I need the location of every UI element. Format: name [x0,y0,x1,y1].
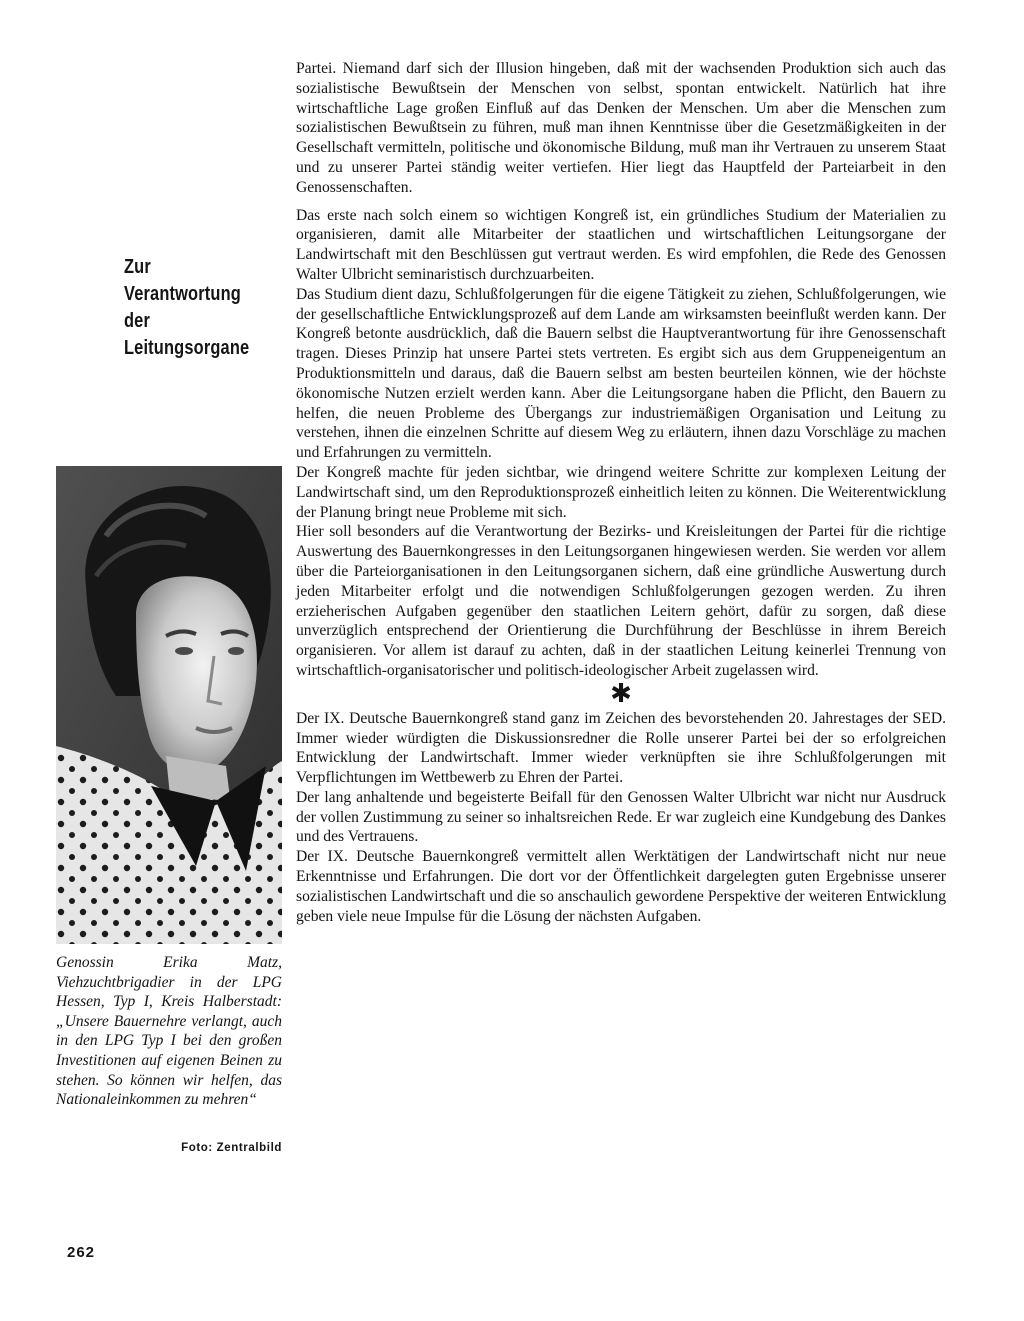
paragraph: Der lang anhaltende und begeisterte Beifall für den Genossen Walter Ulbricht war nicht nur Ausdruck der vollen Zustimmung zu seiner so inhaltsreichen Rede. Er war zugleich eine Kundgebung des Dankes und des Vertrauens. [296,788,946,846]
paragraph: Der IX. Deutsche Bauernkongreß vermittelt allen Werktätigen der Landwirtschaft nicht nur neue Erkenntnisse und Erfahrungen. Die dort vor der Öffentlichkeit dargelegten guten Ergebnisse unserer sozialistischen Landwirtschaft und die so anschaulich gewordene Perspektive der weiteren Entwicklung geben viele neue Impulse für die Lösung der nächsten Aufgaben. [296,848,946,925]
side-heading-line: Zur [124,256,151,278]
paragraph: Der Kongreß machte für jeden sichtbar, wie dringend weitere Schritte zur komplexen Leitung der Landwirtschaft sind, um den Reproduktionsprozeß einheitlich leiten zu können. Die Weiterentwicklung der Planung bringt neue Probleme mit sich. [296,463,946,521]
photo-caption: Genossin Erika Matz, Viehzuchtbrigadier in der LPG Hessen, Typ I, Kreis Halberstadt: „Unsere Bauernehre verlangt, auch in den LPG Typ I bei den großen Investitionen auf eigenen Beinen zu stehen. So können wir helfen, das Nationaleinkommen zu mehren“ [56,954,282,1109]
paragraph: Das erste nach solch einem so wichtigen Kongreß ist, ein gründliches Studium der Materialien zu organisieren, damit alle Mitarbeiter der staatlichen und wirtschaftlichen Leitungsorgane der Landwirtschaft mit den Beschlüssen gut vertraut werden. Es wird empfohlen, die Rede des Genossen Walter Ulbricht seminaristisch durchzuarbeiten. [296,206,946,283]
section-separator-star: ✱ [610,678,632,708]
side-heading-line: Verantwortung [124,283,241,305]
main-text-column [296,59,946,926]
paragraph: Der IX. Deutsche Bauernkongreß stand ganz im Zeichen des bevorstehenden 20. Jahrestages der SED. Immer wieder würdigten die Diskussionsredner die Rolle unserer Partei bei der so erfolgreichen Entwicklung der Landwirtschaft. Immer wieder verknüpften sie ihre Schlußfolgerungen mit Verpflichtungen im Wettbewerb zu Ehren der Partei. [296,709,946,787]
paragraph: Das Studium dient dazu, Schlußfolgerungen für die eigene Tätigkeit zu ziehen, Schlußfolgerungen, wie der gesellschaftliche Entwicklungsprozeß auf dem Lande am wirksamsten beeinflußt werden kann. Der Kongreß betonte ausdrücklich, daß die Bauern selbst die Hauptverantwortung für ihre Genossenschaft tragen. Dieses Prinzip hat unsere Partei stets vertreten. Es ergibt sich aus dem Gruppeneigentum an Produktionsmitteln und daraus, daß die Bauern selbst am besten beurteilen können, wie der höchste ökonomische Nutzen erzielt werden kann. Aber die Leitungsorgane haben die Pflicht, den Bauern zu helfen, die neuen Probleme des Übergangs zur industriemäßigen Organisation und Leitung zu verstehen, ihnen die einzelnen Schritte auf diesem Weg zu erläutern, ihnen dazu Vorschläge zu machen und Erfahrungen zu vermitteln. [296,285,946,462]
portrait-photo [56,466,282,944]
side-heading-line: Leitungsorgane [124,337,250,359]
paragraph: Partei. Niemand darf sich der Illusion hingeben, daß mit der wachsenden Produktion sich auch das sozialistische Bewußtsein der Menschen von selbst, spontan entwickelt. Natürlich hat ihre wirtschaftliche Lage großen Einfluß auf das Denken der Menschen. Um aber die Menschen zum sozialistischen Bewußtsein zu führen, muß man ihnen Kenntnisse über die Gesetzmäßigkeiten in der Gesellschaft vermitteln, politische und ökonomische Bildung, muß man ihr Vertrauen zu unserem Staat und zu unserer Partei ständig weiter vertiefen. Hier liegt das Hauptfeld der Parteiarbeit in den Genossenschaften. [296,60,946,196]
photo-credit: Foto: Zentralbild [181,1142,282,1154]
side-heading-line: der [124,310,151,332]
paragraph: Hier soll besonders auf die Verantwortung der Bezirks- und Kreisleitungen der Partei für die richtige Auswertung des Bauernkongresses in den Leitungsorganen hingewiesen werden. Sie werden vor allem über die Parteiorganisationen in den Leitungsorganen sichern, daß eine gründliche Auswertung durch jeden Mitarbeiter erfolgt und die notwendigen Schlußfolgerungen gezogen werden. Zu ihren erzieherischen Aufgaben gegenüber den staatlichen Leitern gehört, dafür zu sorgen, daß diese unverzüglich entsprechend der Orientierung die Durchführung der Beschlüsse in ihrem Bereich organisieren. Vor allem ist darauf zu achten, daß in der staatlichen Leitung keinerlei Trennung von wirtschaftlich-organisatorischer und politisch-ideologischer Arbeit zugelassen wird. [296,523,946,679]
side-heading [124,254,255,362]
page-number: 262 [67,1244,96,1261]
